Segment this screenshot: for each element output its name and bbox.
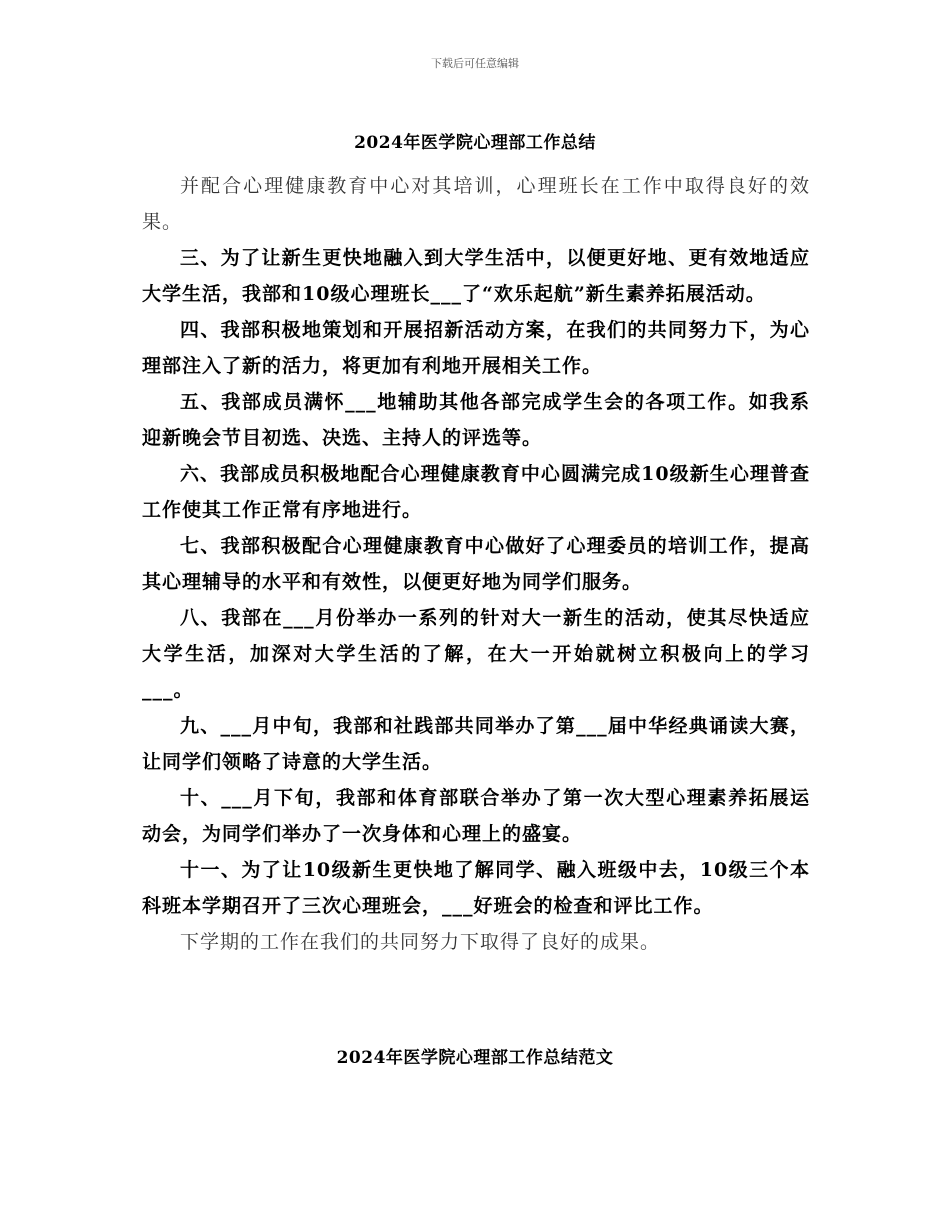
paragraph-intro: 并配合心理健康教育中心对其培训，心理班长在工作中取得良好的效果。 xyxy=(142,175,810,233)
paragraph-item-7: 七、我部积极配合心理健康教育中心做好了心理委员的培训工作，提高其心理辅导的水平和有效性，以便更好地为同学们服务。 xyxy=(142,535,810,593)
paragraph-closing: 下学期的工作在我们的共同努力下取得了良好的成果。 xyxy=(180,931,661,953)
paragraph-item-6: 六、我部成员积极地配合心理健康教育中心圆满完成10级新生心理普查工作使其工作正常有序地进行。 xyxy=(142,463,810,521)
next-section-title: 2024年医学院心理部工作总结范文 xyxy=(336,1048,614,1068)
document-title: 2024年医学院心理部工作总结 xyxy=(354,133,596,153)
page-header-note: 下载后可任意编辑 xyxy=(431,57,519,70)
paragraph-item-10: 十、___月下旬，我部和体育部联合举办了第一次大型心理素养拓展运动会，为同学们举办了一次身体和心理上的盛宴。 xyxy=(142,787,810,845)
document-body xyxy=(142,168,810,960)
paragraph-item-5: 五、我部成员满怀___地辅助其他各部完成学生会的各项工作。如我系迎新晚会节目初选、决选、主持人的评选等。 xyxy=(142,391,810,449)
paragraph-item-11: 十一、为了让10级新生更快地了解同学、融入班级中去，10级三个本科班本学期召开了三次心理班会，___好班会的检查和评比工作。 xyxy=(142,859,810,917)
paragraph-item-4: 四、我部积极地策划和开展招新活动方案，在我们的共同努力下，为心理部注入了新的活力，将更加有利地开展相关工作。 xyxy=(142,319,810,377)
paragraph-item-3: 三、为了让新生更快地融入到大学生活中，以便更好地、更有效地适应大学生活，我部和10级心理班长___了“欢乐起航”新生素养拓展活动。 xyxy=(142,247,810,305)
paragraph-item-8: 八、我部在___月份举办一系列的针对大一新生的活动，使其尽快适应大学生活，加深对大学生活的了解，在大一开始就树立积极向上的学习___。 xyxy=(142,607,810,701)
paragraph-item-9: 九、___月中旬，我部和社践部共同举办了第___届中华经典诵读大赛，让同学们领略了诗意的大学生活。 xyxy=(142,715,810,773)
